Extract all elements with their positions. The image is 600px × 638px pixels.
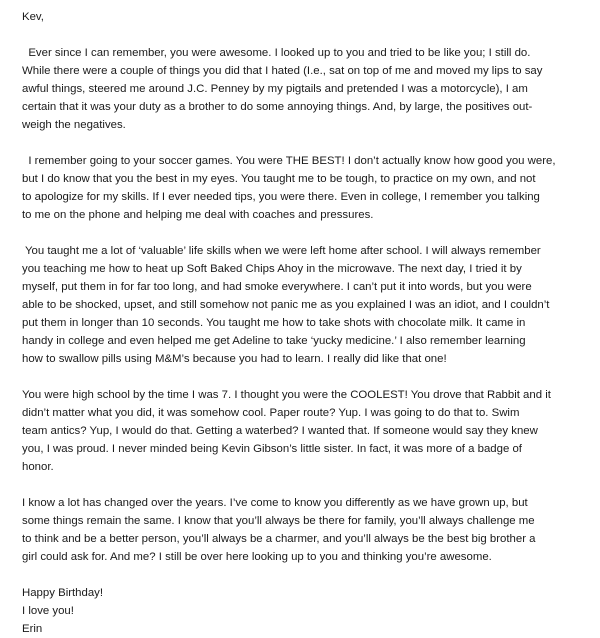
text-line: I remember going to your soccer games. You were THE BEST! I don’t actually know how good you were, xyxy=(22,155,556,167)
text-line: handy in college and even helped me get Adeline to take ‘yucky medicine.’ I also remember learning xyxy=(22,335,526,347)
text-line: girl could ask for. And me? I still be over here looking up to you and thinking you’re awesome. xyxy=(22,551,492,563)
text-line: to me on the phone and helping me deal with coaches and pressures. xyxy=(22,209,374,221)
text-line: Ever since I can remember, you were awesome. I looked up to you and tried to be like you; I still do. xyxy=(22,47,531,59)
text-line: honor. xyxy=(22,461,54,473)
paragraph-spacer xyxy=(22,224,586,242)
closing-line: I love you! xyxy=(22,605,74,617)
text-line: to think and be a better person, you’ll always be a charmer, and you’ll always be the best big brother a xyxy=(22,533,536,545)
text-line: I know a lot has changed over the years. I’ve come to know you differently as we have grown up, but xyxy=(22,497,528,509)
paragraph-spacer xyxy=(22,476,586,494)
paragraph-2 xyxy=(22,152,586,224)
text-line: but I do know that you the best in my eyes. You taught me to be tough, to practice on my own, and not xyxy=(22,173,536,185)
text-line: While there were a couple of things you did that I hated (I.e., sat on top of me and moved my lips to say xyxy=(22,65,543,77)
paragraph-5 xyxy=(22,494,586,566)
signature: Erin xyxy=(22,623,43,635)
closing xyxy=(22,584,586,638)
text-line: some things remain the same. I know that you’ll always be there for family, you’ll always challenge me xyxy=(22,515,535,527)
closing-line: Happy Birthday! xyxy=(22,587,104,599)
text-line: You were high school by the time I was 7. I thought you were the COOLEST! You drove that Rabbit and it xyxy=(22,389,551,401)
text-line: put them in longer than 10 seconds. You taught me how to take shots with chocolate milk. It came in xyxy=(22,317,526,329)
text-line: didn’t matter what you did, it was somehow cool. Paper route? Yup. I was going to do that to. Swim xyxy=(22,407,520,419)
paragraph-spacer xyxy=(22,566,586,584)
paragraph-1 xyxy=(22,44,586,134)
paragraph-spacer xyxy=(22,368,586,386)
greeting: Kev, xyxy=(22,11,44,23)
text-line: to apologize for my skills. If I ever needed tips, you were there. Even in college, I remember you talking xyxy=(22,191,540,203)
paragraph-spacer xyxy=(22,134,586,152)
paragraph-3 xyxy=(22,242,586,368)
text-line: myself, put them in for far too long, and had smoke everywhere. I can’t put it into words, but you were xyxy=(22,281,532,293)
text-line: how to swallow pills using M&M’s because you had to learn. I really did like that one! xyxy=(22,353,447,365)
text-line: weigh the negatives. xyxy=(22,119,126,131)
text-line: You taught me a lot of ‘valuable’ life skills when we were left home after school. I will always remember xyxy=(22,245,541,257)
text-line: you, I was proud. I never minded being Kevin Gibson’s little sister. In fact, it was more of a badge of xyxy=(22,443,522,455)
text-line: able to be shocked, upset, and still somehow not panic me as you explained I was an idiot, and I couldn’t xyxy=(22,299,550,311)
text-line: you teaching me how to heat up Soft Baked Chips Ahoy in the microwave. The next day, I tried it by xyxy=(22,263,522,275)
text-line: team antics? Yup, I would do that. Getting a waterbed? I wanted that. If someone would say they knew xyxy=(22,425,538,437)
text-line: awful things, steered me around J.C. Penney by my pigtails and pretended I was a motorcycle), I am xyxy=(22,83,528,95)
letter-body xyxy=(22,8,586,638)
text-line: certain that it was your duty as a brother to do some annoying things. And, by large, the positives out- xyxy=(22,101,533,113)
paragraph-4 xyxy=(22,386,586,476)
